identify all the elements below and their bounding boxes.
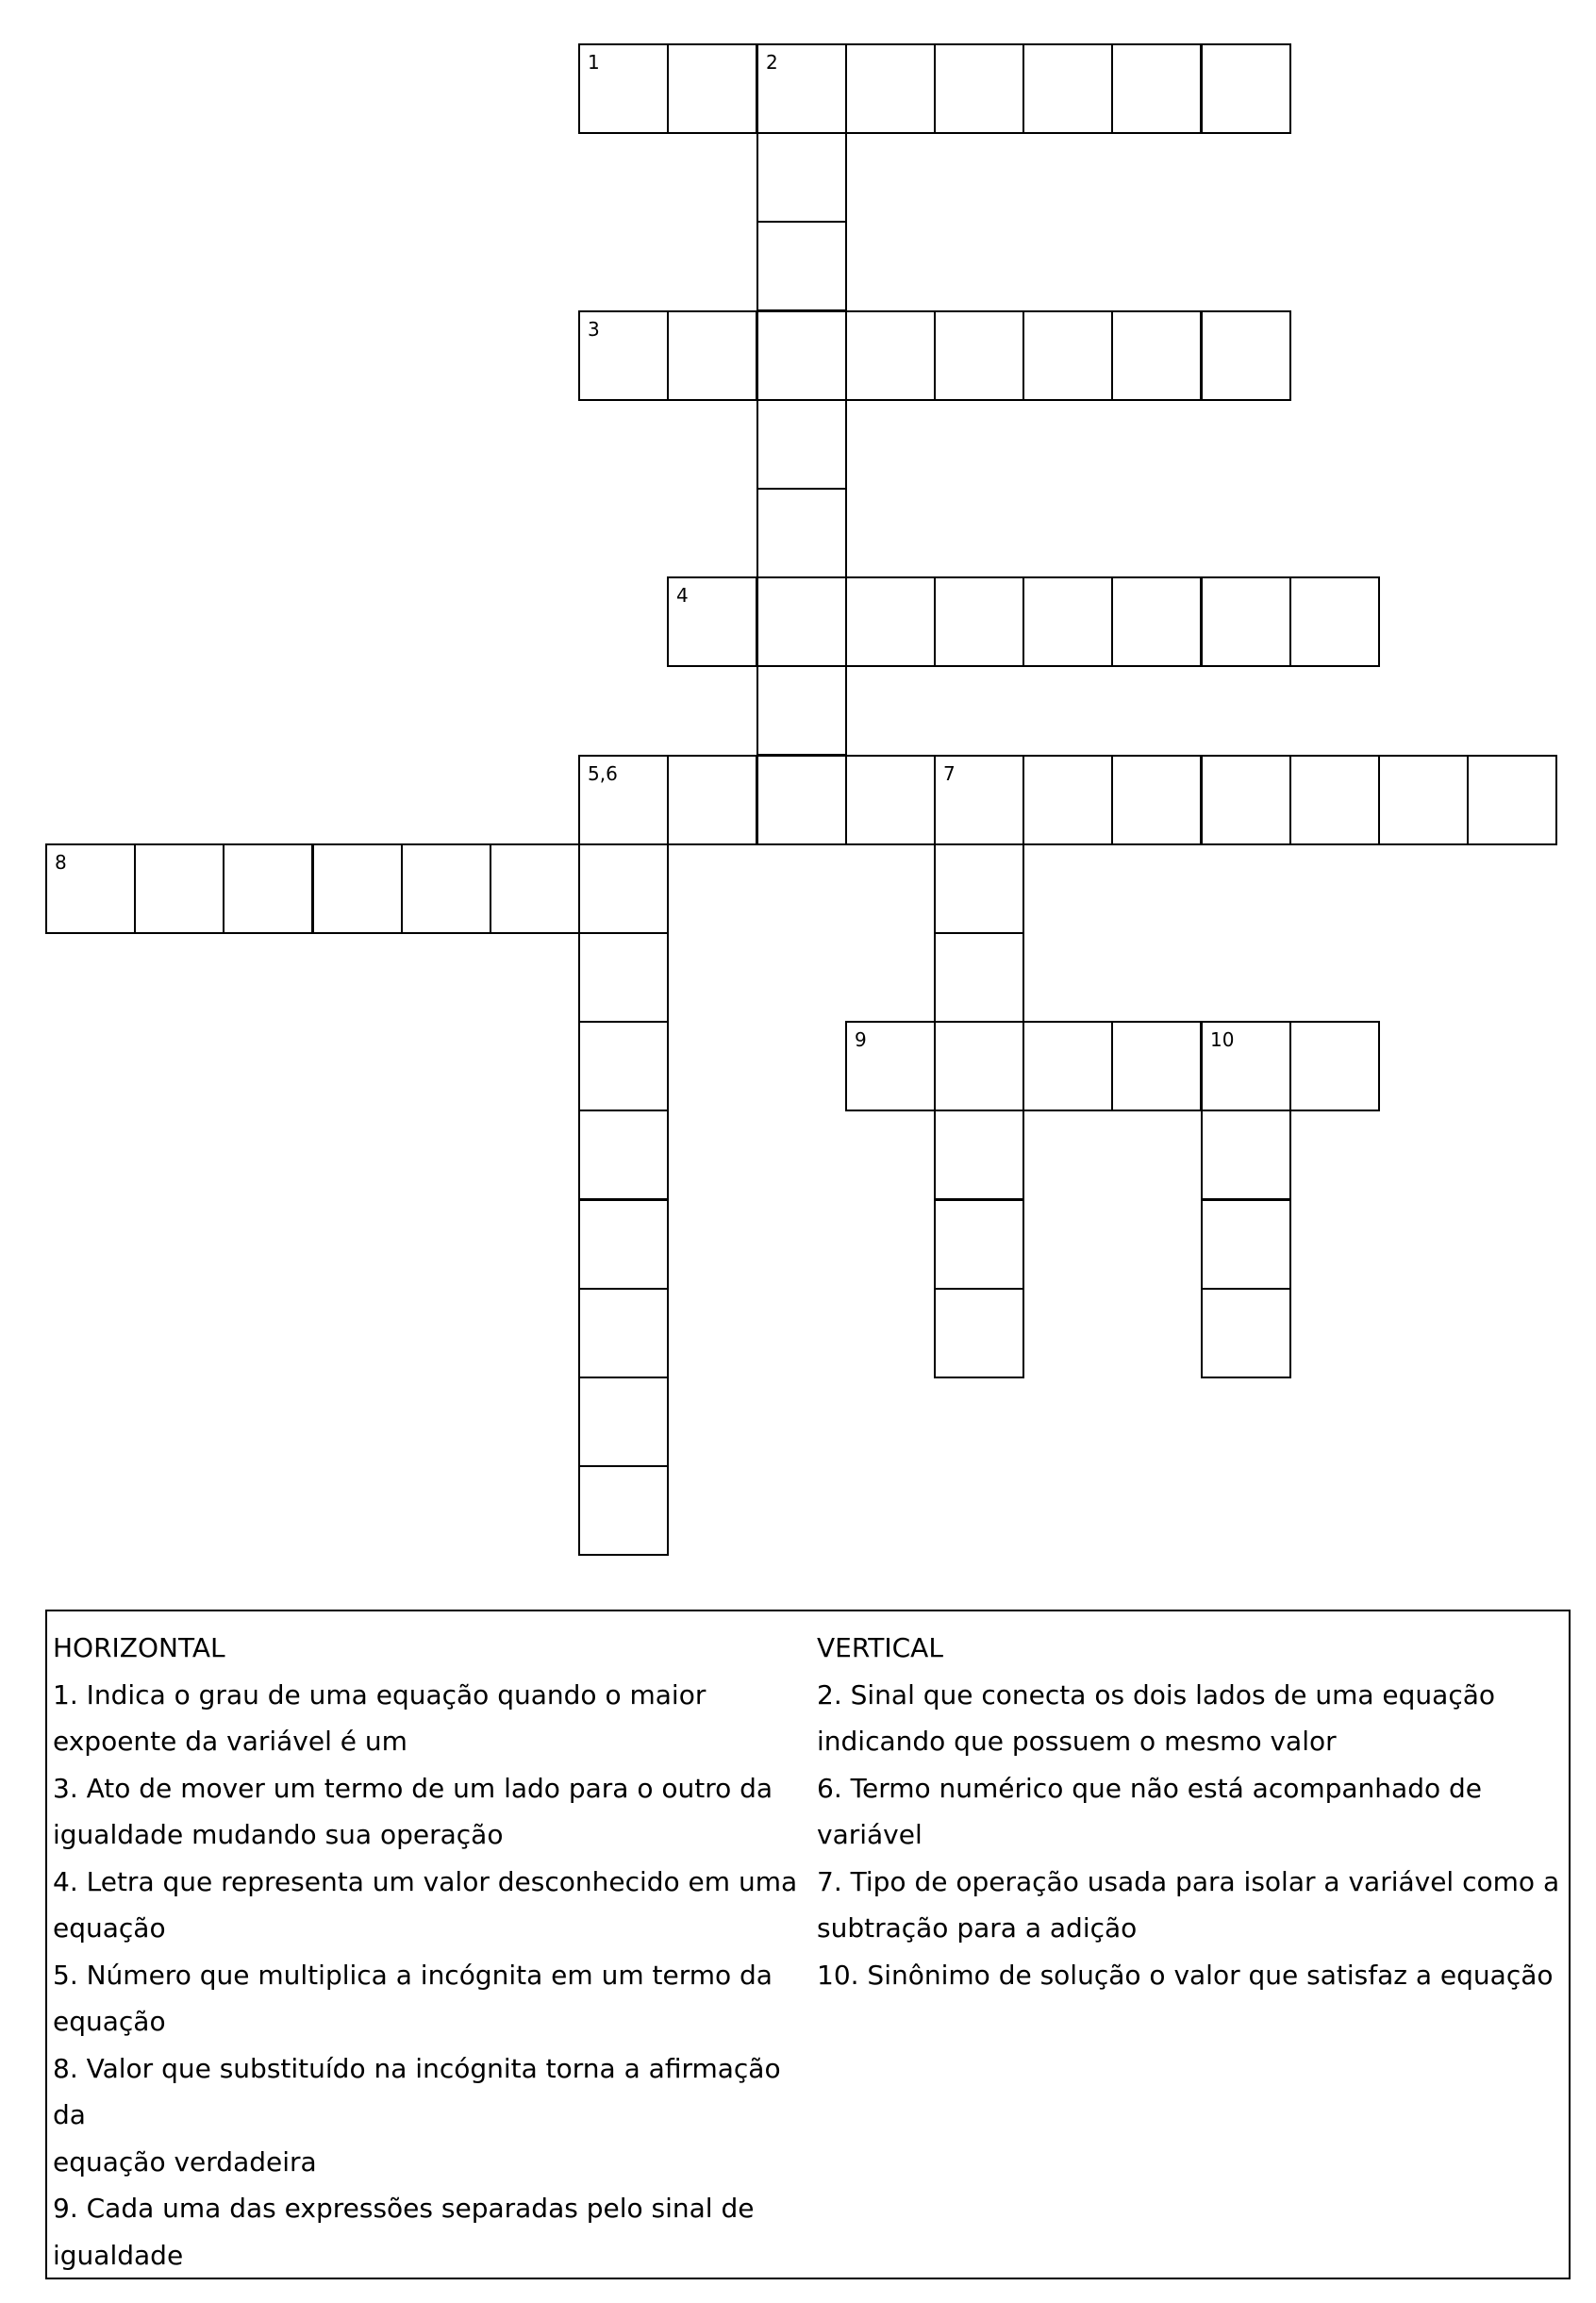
crossword-cell[interactable]: [934, 1199, 1024, 1290]
crossword-cell[interactable]: [667, 576, 757, 667]
clue-number: 3: [588, 318, 600, 341]
crossword-cell[interactable]: [1378, 755, 1469, 845]
crossword-cell[interactable]: [1201, 755, 1291, 845]
crossword-cell[interactable]: [845, 1021, 936, 1111]
crossword-cell[interactable]: [1201, 310, 1291, 401]
crossword-cell[interactable]: [845, 576, 936, 667]
crossword-cell[interactable]: [45, 843, 136, 934]
crossword-cell[interactable]: [934, 1288, 1024, 1378]
clue-line: equação: [53, 2006, 166, 2037]
crossword-cell[interactable]: [756, 488, 847, 578]
vertical-clues: [817, 1625, 1568, 1998]
crossword-cell[interactable]: [934, 576, 1024, 667]
crossword-cell[interactable]: [756, 576, 847, 667]
clue-line: 9. Cada uma das expressões separadas pelo sinal de: [53, 2193, 755, 2224]
clue-line: subtração para a adição: [817, 1912, 1138, 1944]
crossword-cell[interactable]: [134, 843, 224, 934]
crossword-cell[interactable]: [1289, 576, 1380, 667]
clue-number: 4: [676, 584, 689, 607]
clue-line: equação: [53, 1912, 166, 1944]
clue-line: igualdade mudando sua operação: [53, 1819, 504, 1850]
crossword-cell[interactable]: [934, 932, 1024, 1023]
crossword-cell[interactable]: [578, 1199, 669, 1290]
clue-number: 7: [943, 762, 956, 785]
horizontal-heading: HORIZONTAL: [53, 1632, 225, 1663]
crossword-cell[interactable]: [756, 755, 847, 845]
crossword-cell[interactable]: [667, 43, 757, 134]
clue-line: igualdade: [53, 2239, 184, 2271]
clue-line: 7. Tipo de operação usada para isolar a variável como a: [817, 1865, 1560, 1897]
crossword-cell[interactable]: [845, 755, 936, 845]
clue-line: 8. Valor que substituído na incógnita torna a afirmação da: [53, 2052, 781, 2130]
crossword-cell[interactable]: [578, 843, 669, 934]
clues-box: [45, 1610, 1571, 2279]
clue-number: 5,6: [588, 762, 618, 785]
crossword-cell[interactable]: [1022, 755, 1113, 845]
crossword-cell[interactable]: [1022, 576, 1113, 667]
crossword-cell[interactable]: [756, 665, 847, 756]
crossword-cell[interactable]: [934, 43, 1024, 134]
clue-number: 1: [588, 51, 600, 74]
crossword-cell[interactable]: [1289, 1021, 1380, 1111]
crossword-cell[interactable]: [312, 843, 403, 934]
crossword-cell[interactable]: [934, 310, 1024, 401]
crossword-cell[interactable]: [578, 1110, 669, 1200]
crossword-cell[interactable]: [1467, 755, 1557, 845]
crossword-cell[interactable]: [1201, 1199, 1291, 1290]
clue-number: 2: [766, 51, 778, 74]
crossword-cell[interactable]: [1022, 310, 1113, 401]
clue-number: 8: [55, 851, 67, 874]
crossword-cell[interactable]: [578, 43, 669, 134]
crossword-cell[interactable]: [1111, 310, 1202, 401]
clue-line: 10. Sinônimo de solução o valor que satisfaz a equação: [817, 1959, 1554, 1991]
crossword-cell[interactable]: [1111, 43, 1202, 134]
crossword-cell[interactable]: [578, 755, 669, 845]
crossword-cell[interactable]: [934, 755, 1024, 845]
crossword-cell[interactable]: [578, 1288, 669, 1378]
crossword-cell[interactable]: [934, 1021, 1024, 1111]
crossword-cell[interactable]: [1201, 1021, 1291, 1111]
clue-line: 2. Sinal que conecta os dois lados de uma equação: [817, 1678, 1496, 1711]
crossword-cell[interactable]: [756, 132, 847, 223]
crossword-cell[interactable]: [756, 43, 847, 134]
crossword-cell[interactable]: [578, 310, 669, 401]
crossword-cell[interactable]: [845, 310, 936, 401]
crossword-cell[interactable]: [667, 310, 757, 401]
clue-line: 1. Indica o grau de uma equação quando o maior: [53, 1678, 707, 1711]
crossword-cell[interactable]: [1111, 755, 1202, 845]
crossword-cell[interactable]: [578, 932, 669, 1023]
crossword-cell[interactable]: [845, 43, 936, 134]
vertical-heading: VERTICAL: [817, 1632, 943, 1663]
clue-line: 5. Número que multiplica a incógnita em um termo da: [53, 1959, 773, 1991]
crossword-cell[interactable]: [1289, 755, 1380, 845]
crossword-cell[interactable]: [490, 843, 580, 934]
crossword-cell[interactable]: [223, 843, 313, 934]
clue-line: expoente da variável é um: [53, 1726, 407, 1757]
crossword-cell[interactable]: [1111, 576, 1202, 667]
crossword-cell[interactable]: [756, 221, 847, 311]
crossword-cell[interactable]: [1201, 1110, 1291, 1200]
crossword-cell[interactable]: [756, 310, 847, 401]
clue-line: equação verdadeira: [53, 2145, 317, 2178]
crossword-cell[interactable]: [667, 755, 757, 845]
crossword-cell[interactable]: [578, 1377, 669, 1467]
clue-number: 9: [855, 1028, 867, 1051]
clue-number: 10: [1210, 1028, 1235, 1051]
clue-line: 4. Letra que representa um valor desconhecido em uma: [53, 1865, 798, 1897]
crossword-cell[interactable]: [1022, 1021, 1113, 1111]
crossword-cell[interactable]: [1111, 1021, 1202, 1111]
clue-line: 6. Termo numérico que não está acompanhado de variável: [817, 1772, 1483, 1850]
clue-line: 3. Ato de mover um termo de um lado para o outro da: [53, 1772, 773, 1804]
crossword-cell[interactable]: [578, 1465, 669, 1556]
crossword-cell[interactable]: [578, 1021, 669, 1111]
crossword-cell[interactable]: [1022, 43, 1113, 134]
crossword-cell[interactable]: [401, 843, 491, 934]
horizontal-clues: [53, 1625, 807, 2278]
crossword-cell[interactable]: [756, 399, 847, 490]
crossword-cell[interactable]: [934, 843, 1024, 934]
clue-line: indicando que possuem o mesmo valor: [817, 1726, 1337, 1757]
crossword-cell[interactable]: [1201, 43, 1291, 134]
crossword-cell[interactable]: [1201, 1288, 1291, 1378]
crossword-cell[interactable]: [934, 1110, 1024, 1200]
crossword-cell[interactable]: [1201, 576, 1291, 667]
